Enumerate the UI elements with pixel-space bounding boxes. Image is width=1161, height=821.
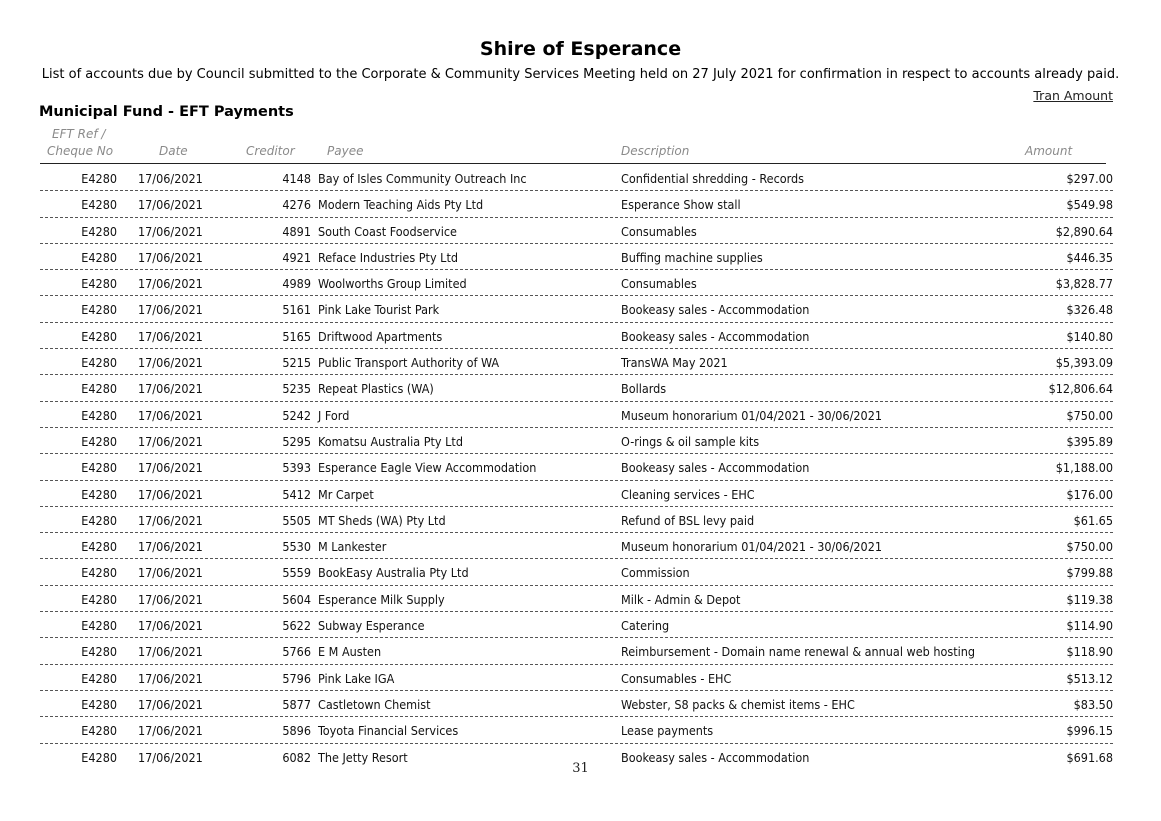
payments-table-body [40, 165, 1113, 769]
cell-payee: E M Austen [318, 644, 382, 660]
cell-payee: BookEasy Australia Pty Ltd [318, 565, 469, 581]
cell-date: 17/06/2021 [138, 249, 203, 265]
cell-description: Consumables [621, 223, 697, 239]
cell-date: 17/06/2021 [138, 197, 203, 213]
cell-creditor: 4148 [282, 171, 311, 186]
cell-creditor: 4989 [282, 276, 311, 292]
cell-eft-ref: E4280 [81, 696, 117, 712]
table-row [40, 244, 1113, 270]
cell-description: Bookeasy sales - Accommodation [621, 460, 810, 476]
cell-date: 17/06/2021 [138, 749, 203, 765]
cell-amount: $446.35 [1066, 249, 1113, 265]
cell-eft-ref: E4280 [81, 328, 117, 344]
cell-description: Refund of BSL levy paid [621, 512, 755, 528]
cell-creditor: 4921 [282, 249, 311, 265]
cell-payee: Woolworths Group Limited [318, 276, 467, 292]
cell-payee: Bay of Isles Community Outreach Inc [318, 171, 527, 186]
document-title: Shire of Esperance [479, 38, 682, 60]
cell-payee: Esperance Eagle View Accommodation [318, 460, 537, 476]
cell-creditor: 5796 [282, 670, 311, 686]
cell-payee: Pink Lake Tourist Park [318, 302, 440, 318]
cell-creditor: 5505 [282, 512, 311, 528]
cell-description: Consumables [621, 276, 697, 292]
cell-eft-ref: E4280 [81, 749, 117, 765]
cell-amount: $549.98 [1066, 197, 1113, 213]
cell-date: 17/06/2021 [138, 171, 203, 186]
table-row [40, 638, 1113, 664]
cell-payee: Toyota Financial Services [318, 723, 459, 739]
cell-payee: Pink Lake IGA [318, 670, 395, 686]
cell-date: 17/06/2021 [138, 512, 203, 528]
cell-date: 17/06/2021 [138, 696, 203, 712]
cell-date: 17/06/2021 [138, 433, 203, 449]
table-row [40, 533, 1113, 559]
cell-description: Reimbursement - Domain name renewal & annual web hosting [621, 644, 976, 660]
cell-amount: $395.89 [1066, 433, 1113, 449]
cell-date: 17/06/2021 [138, 328, 203, 344]
cell-date: 17/06/2021 [138, 460, 203, 476]
cell-date: 17/06/2021 [138, 276, 203, 292]
cell-creditor: 5622 [282, 618, 311, 634]
cell-payee: MT Sheds (WA) Pty Ltd [318, 512, 446, 528]
cell-eft-ref: E4280 [81, 486, 117, 502]
cell-amount: $1,188.00 [1055, 460, 1113, 476]
cell-payee: Reface Industries Pty Ltd [318, 249, 458, 265]
cell-eft-ref: E4280 [81, 302, 117, 318]
cell-amount: $750.00 [1066, 407, 1113, 423]
cell-eft-ref: E4280 [81, 355, 117, 371]
cell-description: Consumables - EHC [621, 670, 732, 686]
cell-amount: $996.15 [1066, 723, 1113, 739]
cell-description: Buffing machine supplies [621, 249, 763, 265]
cell-creditor: 6082 [282, 749, 311, 765]
page-number: 31 [572, 761, 589, 776]
cell-description: O-rings & oil sample kits [621, 433, 760, 449]
cell-payee: Driftwood Apartments [318, 328, 443, 344]
cell-amount: $326.48 [1066, 302, 1113, 318]
cell-eft-ref: E4280 [81, 249, 117, 265]
column-header-ref-line1: EFT Ref / [52, 127, 106, 141]
cell-creditor: 5604 [282, 591, 311, 607]
header-divider [40, 163, 1106, 164]
cell-creditor: 5530 [282, 539, 311, 555]
cell-amount: $114.90 [1066, 618, 1113, 634]
cell-description: Bookeasy sales - Accommodation [621, 302, 810, 318]
cell-payee: Mr Carpet [318, 486, 374, 502]
document-subtitle: List of accounts due by Council submitted to the Corporate & Community Services Meeting held on 27 July 2021 for confirmation in respect to accounts already paid. [41, 67, 1120, 82]
cell-date: 17/06/2021 [138, 486, 203, 502]
table-row [40, 428, 1113, 454]
cell-eft-ref: E4280 [81, 171, 117, 186]
cell-amount: $297.00 [1066, 171, 1113, 186]
column-header-ref-line2: Cheque No [47, 144, 114, 158]
cell-amount: $176.00 [1066, 486, 1113, 502]
cell-amount: $5,393.09 [1055, 355, 1113, 371]
cell-creditor: 5215 [282, 355, 311, 371]
table-row [40, 323, 1113, 349]
cell-creditor: 4276 [282, 197, 311, 213]
cell-amount: $118.90 [1066, 644, 1113, 660]
cell-amount: $750.00 [1066, 539, 1113, 555]
cell-description: TransWA May 2021 [621, 355, 728, 371]
column-header-date: Date [159, 144, 188, 158]
cell-eft-ref: E4280 [81, 381, 117, 397]
cell-creditor: 5165 [282, 328, 311, 344]
cell-date: 17/06/2021 [138, 539, 203, 555]
table-row [40, 481, 1113, 507]
cell-eft-ref: E4280 [81, 433, 117, 449]
cell-amount: $119.38 [1066, 591, 1113, 607]
cell-eft-ref: E4280 [81, 407, 117, 423]
table-row [40, 717, 1113, 743]
cell-creditor: 5766 [282, 644, 311, 660]
table-row [40, 402, 1113, 428]
cell-creditor: 5161 [282, 302, 311, 318]
cell-eft-ref: E4280 [81, 670, 117, 686]
column-header-description: Description [621, 144, 690, 158]
cell-date: 17/06/2021 [138, 355, 203, 371]
cell-creditor: 5235 [282, 381, 311, 397]
cell-eft-ref: E4280 [81, 565, 117, 581]
cell-amount: $12,806.64 [1048, 381, 1113, 397]
cell-date: 17/06/2021 [138, 565, 203, 581]
cell-date: 17/06/2021 [138, 618, 203, 634]
cell-eft-ref: E4280 [81, 223, 117, 239]
cell-eft-ref: E4280 [81, 644, 117, 660]
cell-date: 17/06/2021 [138, 381, 203, 397]
cell-date: 17/06/2021 [138, 670, 203, 686]
table-row [40, 191, 1113, 217]
cell-description: Cleaning services - EHC [621, 486, 755, 502]
cell-creditor: 5393 [282, 460, 311, 476]
cell-creditor: 5896 [282, 723, 311, 739]
cell-amount: $513.12 [1066, 670, 1113, 686]
cell-eft-ref: E4280 [81, 591, 117, 607]
cell-payee: The Jetty Resort [318, 749, 408, 765]
cell-amount: $61.65 [1073, 512, 1113, 528]
cell-date: 17/06/2021 [138, 644, 203, 660]
table-row [40, 349, 1113, 375]
cell-eft-ref: E4280 [81, 460, 117, 476]
table-row [40, 218, 1113, 244]
cell-payee: Castletown Chemist [318, 696, 431, 712]
section-title: Municipal Fund - EFT Payments [39, 104, 294, 120]
cell-description: Bookeasy sales - Accommodation [621, 749, 810, 765]
cell-payee: Modern Teaching Aids Pty Ltd [318, 197, 484, 213]
cell-date: 17/06/2021 [138, 723, 203, 739]
cell-payee: J Ford [318, 407, 350, 423]
cell-description: Catering [621, 618, 670, 634]
cell-amount: $83.50 [1073, 696, 1113, 712]
cell-creditor: 5242 [282, 407, 311, 423]
cell-amount: $691.68 [1066, 749, 1113, 765]
cell-date: 17/06/2021 [138, 302, 203, 318]
table-row [40, 296, 1113, 322]
table-row [40, 270, 1113, 296]
cell-creditor: 4891 [282, 223, 311, 239]
cell-description: Milk - Admin & Depot [621, 591, 741, 607]
cell-date: 17/06/2021 [138, 591, 203, 607]
cell-payee: Komatsu Australia Pty Ltd [318, 433, 463, 449]
cell-eft-ref: E4280 [81, 276, 117, 292]
cell-date: 17/06/2021 [138, 407, 203, 423]
cell-eft-ref: E4280 [81, 512, 117, 528]
column-header-creditor: Creditor [246, 144, 295, 158]
cell-eft-ref: E4280 [81, 723, 117, 739]
cell-payee: Esperance Milk Supply [318, 591, 445, 607]
column-header-payee: Payee [327, 144, 364, 158]
cell-description: Museum honorarium 01/04/2021 - 30/06/2021 [621, 407, 883, 423]
cell-amount: $2,890.64 [1055, 223, 1113, 239]
table-header [0, 127, 1161, 163]
table-row [40, 165, 1113, 191]
table-row [40, 454, 1113, 480]
table-row [40, 586, 1113, 612]
cell-description: Commission [621, 565, 690, 581]
cell-description: Museum honorarium 01/04/2021 - 30/06/2021 [621, 539, 883, 555]
table-row [40, 375, 1113, 401]
cell-description: Confidential shredding - Records [621, 171, 805, 186]
table-row [40, 559, 1113, 585]
table-row [40, 665, 1113, 691]
cell-description: Webster, S8 packs & chemist items - EHC [621, 696, 855, 712]
cell-payee: South Coast Foodservice [318, 223, 457, 239]
cell-payee: Subway Esperance [318, 618, 425, 634]
table-row [40, 691, 1113, 717]
cell-creditor: 5559 [282, 565, 311, 581]
cell-creditor: 5295 [282, 433, 311, 449]
cell-amount: $3,828.77 [1055, 276, 1113, 292]
cell-creditor: 5412 [282, 486, 311, 502]
cell-description: Bookeasy sales - Accommodation [621, 328, 810, 344]
cell-description: Esperance Show stall [621, 197, 741, 213]
cell-description: Lease payments [621, 723, 714, 739]
cell-payee: M Lankester [318, 539, 387, 555]
cell-eft-ref: E4280 [81, 197, 117, 213]
cell-eft-ref: E4280 [81, 618, 117, 634]
cell-creditor: 5877 [282, 696, 311, 712]
cell-payee: Repeat Plastics (WA) [318, 381, 434, 397]
table-row [40, 507, 1113, 533]
cell-date: 17/06/2021 [138, 223, 203, 239]
cell-eft-ref: E4280 [81, 539, 117, 555]
cell-amount: $140.80 [1066, 328, 1113, 344]
tran-amount-label: Tran Amount [1033, 88, 1113, 103]
column-header-amount: Amount [1025, 144, 1073, 158]
cell-amount: $799.88 [1066, 565, 1113, 581]
cell-payee: Public Transport Authority of WA [318, 355, 500, 371]
table-row [40, 612, 1113, 638]
cell-description: Bollards [621, 381, 667, 397]
